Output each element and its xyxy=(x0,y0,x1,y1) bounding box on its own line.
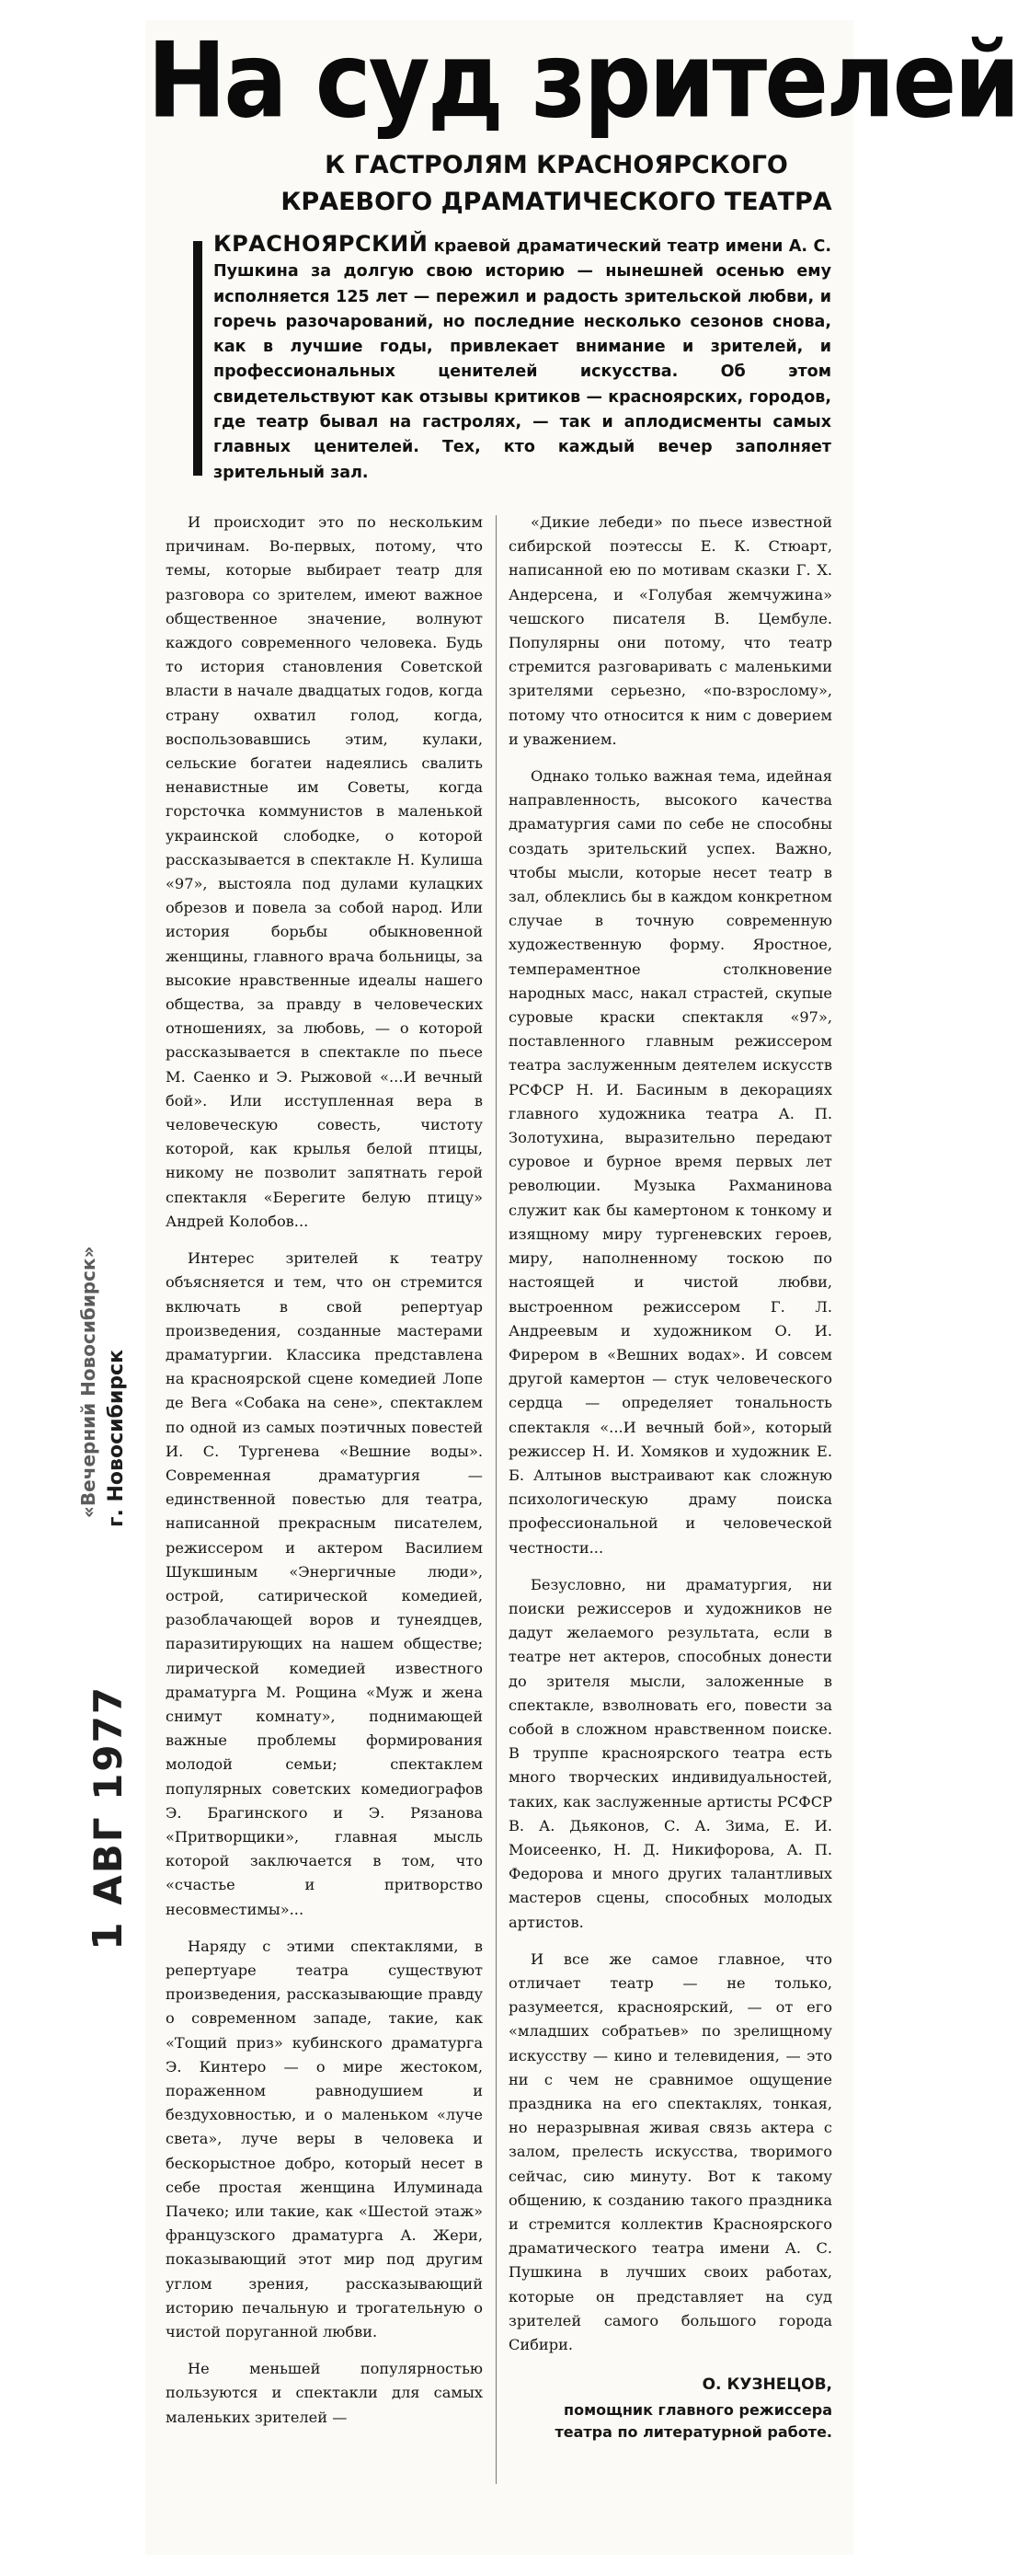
lead-text: краевой драматический театр имени А. С. Пушкина за долгую свою историю — нынешней осенью ему исполняется 125 лет — пережил и радость зрительской любви, и горечь разочарований, но последние несколько сезонов снова, как в лучшие годы, привлекает внимание и зрителей, и профессиональных ценителей искусства. Об этом свидетельствуют как отзывы критиков — красноярских, городов, где театр бывал на гастролях, — так и аплодисменты самых главных ценителей. Тех, кто каждый вечер заполняет зрительный зал. xyxy=(213,237,831,482)
stamp-city: г. Новосибирск xyxy=(105,1349,128,1527)
left-paragraph-4: Не меньшей популярностью пользуются и спектакли для самых маленьких зрителей — xyxy=(166,2360,483,2426)
clipping-stamp xyxy=(64,1246,132,1978)
headline: На суд зрителей xyxy=(147,20,1018,142)
right-paragraph-1: «Дикие лебеди» по пьесе известной сибирской поэтессы Е. К. Стюарт, написанной ею по мотивам сказки Г. Х. Андерсена, и «Голубая жемчужина» чешского писателя В. Цембуле. Популярны они потому, что театр стремится разговаривать с маленькими зрителями серьезно, «по-взрослому», потому что относится к ним с доверием и уважением. xyxy=(509,513,832,748)
author-signature xyxy=(509,2374,832,2444)
right-paragraph-3: Безусловно, ни драматургия, ни поиски режиссеров и художников не дадут желаемого результата, если в театре нет актеров, способных донести до зрителя мысли, заложенные в спектакле, взволновать его, повести за собой в сложном нравственном поиске. В труппе красноярского театра есть много творческих индивидуальностей, таких, как заслуженные артисты РСФСР В. А. Дьяконов, С. А. Зима, Е. И. Моисеенко, Н. Д. Никифорова, А. П. Федорова и много других талантливых мастеров сцены, способных молодых артистов. xyxy=(509,1575,832,1931)
author-role: помощник главного режиссера театра по литературной работе. xyxy=(555,2401,832,2442)
subheadline: К ГАСТРОЛЯМ КРАСНОЯРСКОГО КРАЕВОГО ДРАМАТИЧЕСКОГО ТЕАТРА xyxy=(280,151,832,216)
right-column xyxy=(509,511,832,2444)
lead-first-word: КРАСНОЯРСКИЙ xyxy=(213,231,429,257)
lead-marker-bar xyxy=(193,241,202,476)
left-paragraph-2: Интерес зрителей к театру объясняется и тем, что он стремится включать в свой репертуар произведения, созданные мастерами драматургии. Классика представлена на красноярской сцене комедией Лопе де Вега «Собака на сене», спектаклем по одной из самых поэтичных повестей И. С. Тургенева «Вешние воды». Современная драматургия — единственной повестью для театра, написанной прекрасным писателем, режиссером и актером Василием Шукшиным «Энергичные люди», острой, сатирической комедией, разоблачающей воров и тунеядцев, паразитирующих на нашем обществе; лирической комедией известного драматурга М. Рощина «Муж и жена снимут комнату», поднимающей важные проблемы формирования молодой семьи; спектаклем популярных советских комедиографов Э. Брагинского и Э. Рязанова «Притворщики», главная мысль которой заключается в том, что «счастье и притворство несовместимы»... xyxy=(166,1249,483,1918)
column-divider xyxy=(496,515,497,2484)
left-paragraph-1: И происходит это по нескольким причинам. Во-первых, потому, что темы, которые выбирает театр для разговора со зрителем, имеют важное общественное значение, волнуют каждого современного человека. Будь то история становления Советской власти в начале двадцатых годов, когда страну охватил голод, когда, воспользовавшись этим, кулаки, сельские богатеи надеялись свалить ненавистные им Советы, когда горсточка коммунистов в маленькой украинской слободке, о которой рассказывается в спектакле Н. Кулиша «97», выстояла под дулами кулацких обрезов и повела за собой народ. Или история борьбы обыкновенной женщины, главного врача больницы, за высокие нравственные идеалы нашего общества, за правду в человеческих отношениях, за любовь, — о которой рассказывается в спектакле по пьесе М. Саенко и Э. Рыжовой «...И вечный бой». Или исступленная вера в человеческую совесть, чистоту которой, как крылья белой птицы, никому не позволит запятнать герой спектакля «Берегите белую птицу» Андрей Колобов... xyxy=(166,513,483,1230)
stamp-day: 1 xyxy=(85,1920,132,1950)
stamp-month: АВГ xyxy=(86,1815,131,1905)
right-paragraph-4: И все же самое главное, что отличает театр — не только, разумеется, красноярский, — от его «младших собратьев» по зрелищному искусству — кино и телевидения, — это ни с чем не сравнимое ощущение праздника на его спектаклях, тонкая, но неразрывная живая связь актера с залом, прелесть искусства, творимого сейчас, сию минуту. Вот к такому общению, к созданию такого праздника и стремится коллектив Красноярского драматического театра имени А. С. Пушкина в лучших своих работах, которые он представляет на суд зрителей самого большого города Сибири. xyxy=(509,1949,832,2354)
lead-paragraph xyxy=(213,232,831,486)
stamp-source-newspaper: «Вечерний Новосибирск» xyxy=(77,1246,99,1518)
left-column xyxy=(166,511,483,2443)
stamp-date xyxy=(85,1685,132,1950)
left-paragraph-3: Наряду с этими спектаклями, в репертуаре театра существуют произведения, рассказывающие правду о современном западе, такие, как «Тощий приз» кубинского драматурга Э. Кинтеро — о мире жестоком, пораженном равнодушием и бездуховностью, и о маленьком «луче света», луче веры в человека и бескорыстное добро, который несет в себе простая женщина Илуминада Пачеко; или такие, как «Шестой этаж» французского драматурга А. Жери, показывающий этот мир под другим углом зрения, рассказывающий историю печальную и трогательную о чистой поруганной любви. xyxy=(166,1937,483,2341)
author-name: О. КУЗНЕЦОВ, xyxy=(702,2375,832,2395)
stamp-year: 1977 xyxy=(86,1685,131,1800)
right-paragraph-2: Однако только важная тема, идейная направленность, высокого качества драматургия сами по себе не способны создать зрительский успех. Важно, чтобы мысли, которые несет театр в зал, облеклись бы в каждом конкретном случае в точную современную художественную форму. Яростное, темпераментное столкновение народных масс, накал страстей, скупые суровые краски спектакля «97», поставленного главным режиссером театра заслуженным деятелем искусств РСФСР Н. И. Басиным в декорациях главного художника театра А. П. Золотухина, выразительно передают суровое и бурное время первых лет революции. Музыка Рахманинова служит как бы камертоном к тонкому и изящному миру тургеневских героев, миру, наполненному тоскою по настоящей и чистой любви, выстроенном режиссером Г. Л. Андреевым и художником О. И. Фирером в «Вешних водах». И совсем другой камертон — стук человеческого сердца — определяет тональность спектакля «...И вечный бой», который режиссер Н. И. Хомяков и художник Е. Б. Алтынов выстраивают как сложную психологическую драму поиска профессиональной и человеческой честности... xyxy=(509,767,832,1557)
